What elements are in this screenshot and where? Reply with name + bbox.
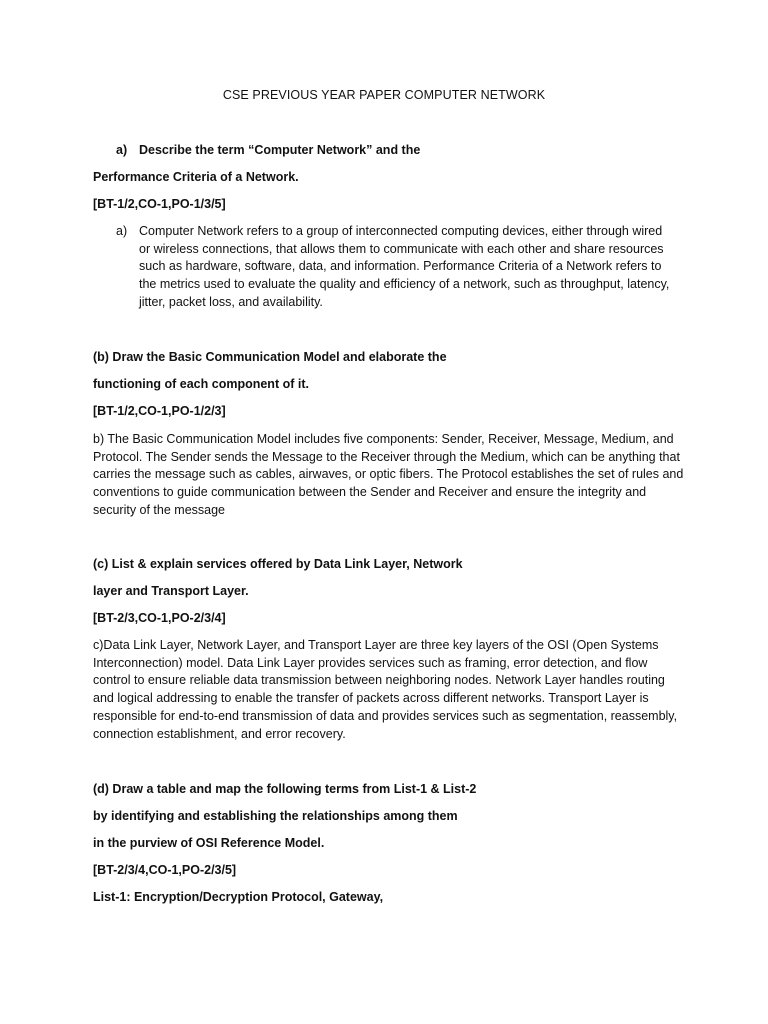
page-title: CSE PREVIOUS YEAR PAPER COMPUTER NETWORK [222,88,546,102]
question-d-list-1: List-1: Encryption/Decryption Protocol, Gateway, [93,890,384,904]
question-b-tag: [BT-1/2,CO-1,PO-1/2/3] [93,404,226,418]
question-b-line-1: (b) Draw the Basic Communication Model and elaborate the [93,350,447,364]
answer-a-text: Computer Network refers to a group of interconnected computing devices, either through wired or wireless connections, that allows them to communicate with each other and share resources such as hardware, software, data, and information. Performance Criteria of a Network refers to the metrics used to evaluate the quality and efficiency of a network, such as throughput, latency, jitter, packet loss, and availability. [139,224,670,309]
question-a-line-1 [116,143,420,157]
question-a-marker: a) [116,143,128,157]
question-c-line-2: layer and Transport Layer. [93,584,249,598]
answer-b: b) The Basic Communication Model includes five components: Sender, Receiver, Message, Medium, and Protocol. The Sender sends the Message to the Receiver through the Medium, which can be anything that carries the message such as cables, airwaves, or optic fibers. The Protocol establishes the set of rules and conventions to guide communication between the Sender and Receiver and ensure the integrity and security of the message [93,432,684,517]
answer-a-marker: a) [116,224,128,238]
question-a-text: Describe the term “Computer Network” and the [139,143,421,157]
answer-c: c)Data Link Layer, Network Layer, and Transport Layer are three key layers of the OSI (Open Systems Interconnection) model. Data Link Layer provides services such as framing, error detection, and flow control to ensure reliable data transmission between neighboring nodes. Network Layer handles routing and logical addressing to enable the transfer of packets across different networks. Transport Layer is responsible for end-to-end transmission of data and provides services such as segmentation, reassembly, connection establishment, and error recovery. [93,638,678,741]
question-a-tag: [BT-1/2,CO-1,PO-1/3/5] [93,197,226,211]
question-c-line-1: (c) List & explain services offered by Data Link Layer, Network [93,557,463,571]
question-a-line-2: Performance Criteria of a Network. [93,170,299,184]
question-d-line-2: by identifying and establishing the relationships among them [93,809,458,823]
question-d-line-3: in the purview of OSI Reference Model. [93,836,325,850]
question-c-tag: [BT-2/3,CO-1,PO-2/3/4] [93,611,226,625]
question-d-tag: [BT-2/3/4,CO-1,PO-2/3/5] [93,863,237,877]
question-d-line-1: (d) Draw a table and map the following terms from List-1 & List-2 [93,782,477,796]
question-b-line-2: functioning of each component of it. [93,377,309,391]
answer-a [116,223,676,312]
